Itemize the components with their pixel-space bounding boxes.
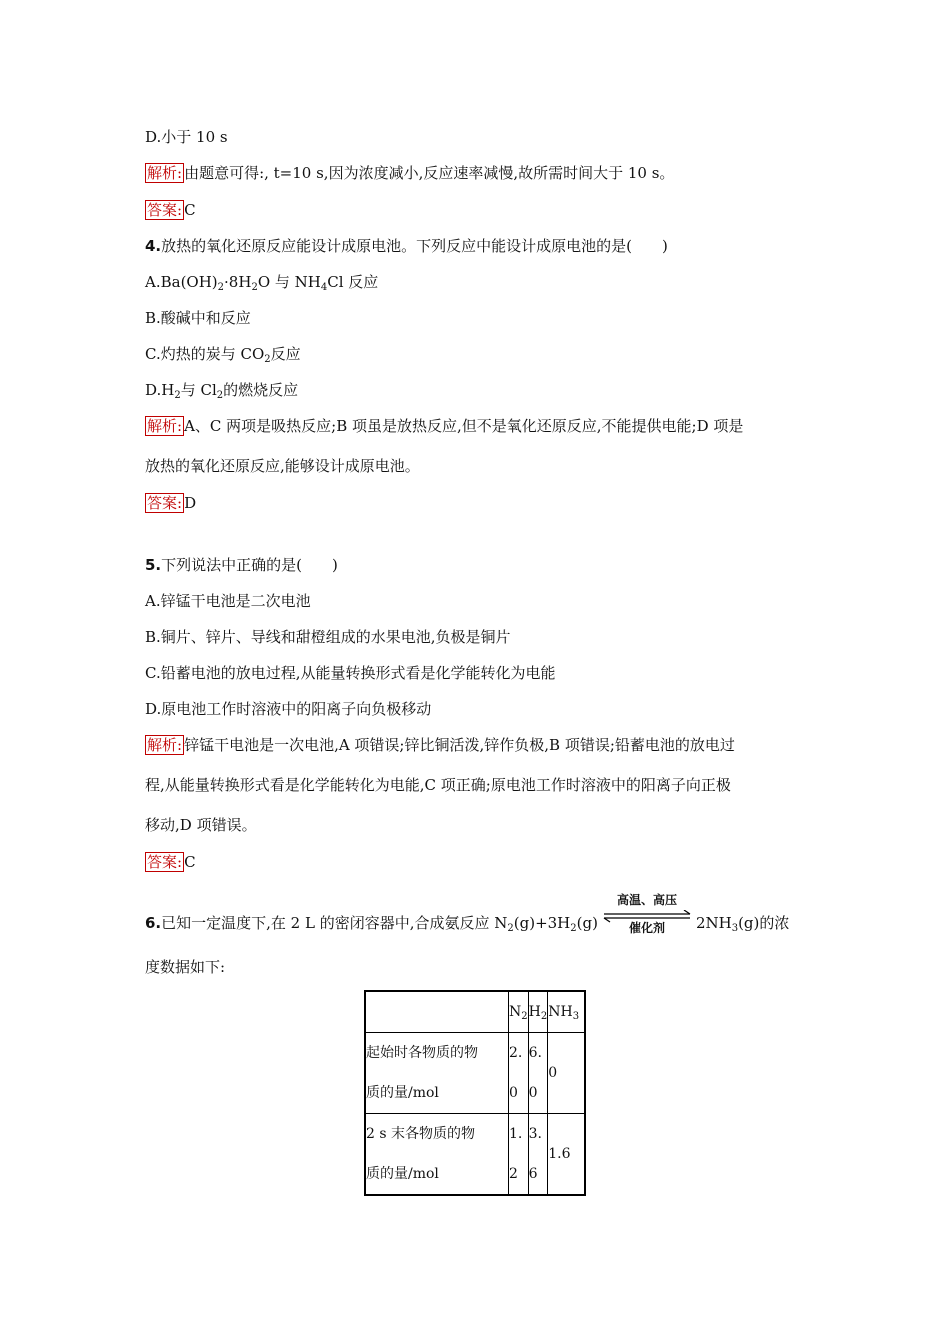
text: 反应 (270, 345, 301, 363)
q4-option-d (145, 380, 298, 400)
q4-option-c (145, 344, 301, 364)
reversible-arrow (602, 893, 692, 935)
question-number: 5. (145, 556, 162, 574)
q4-option-a (145, 272, 378, 292)
cell-h2 (528, 1114, 548, 1196)
q5-answer (145, 852, 196, 872)
question-text: 放热的氧化还原反应能设计成原电池。下列反应中能设计成原电池的是( ) (161, 237, 668, 255)
text: 已知一定温度下,在 2 L 的密闭容器中,合成氨反应 N (161, 914, 508, 932)
table-header-row (365, 991, 585, 1033)
text: H (528, 1004, 541, 1020)
cell-n2 (509, 1033, 529, 1114)
q3-option-d: D.小于 10 s (145, 128, 228, 146)
text: 质的量/mol (366, 1166, 439, 1182)
subscript: 3 (731, 923, 739, 934)
text: D.H (145, 381, 175, 399)
text: (g) (576, 914, 598, 932)
q4-stem (145, 236, 668, 256)
text: 1.6 (548, 1146, 571, 1162)
text: 0 (548, 1065, 558, 1081)
text: ·8H (224, 273, 252, 291)
q6-stem-line1 (145, 893, 790, 935)
q5-analysis-line3: 移动,D 项错误。 (145, 816, 257, 834)
text: 6 (528, 1166, 538, 1182)
q5-option-d: D.原电池工作时溶液中的阳离子向负极移动 (145, 700, 432, 718)
q3-answer (145, 200, 196, 220)
answer-tag: 答案: (147, 494, 183, 512)
q6-stem-line2: 度数据如下: (145, 958, 226, 976)
table-row (365, 1114, 585, 1196)
analysis-text: A、C 两项是吸热反应;B 项虽是放热反应,但不是氧化还原反应,不能提供电能;D 项是 (184, 417, 744, 435)
q5-option-a: A.锌锰干电池是二次电池 (145, 592, 311, 610)
q4-analysis-line1 (145, 416, 743, 436)
subscript: 2 (507, 923, 514, 934)
subscript: 2 (540, 1011, 548, 1022)
question-number: 6. (145, 914, 162, 932)
text: 2 (509, 1166, 518, 1182)
cell-nh3 (548, 1114, 586, 1196)
text: 3. (528, 1126, 542, 1142)
text: 质的量/mol (366, 1085, 439, 1101)
analysis-text: 锌锰干电池是一次电池,A 项错误;锌比铜活泼,锌作负极,B 项错误;铅蓄电池的放电过 (184, 736, 735, 754)
arrow-condition-top: 高温、高压 (616, 893, 677, 907)
subscript: 2 (521, 1011, 528, 1022)
text: 起始时各物质的物 (366, 1045, 478, 1061)
analysis-tag: 解析: (147, 164, 183, 182)
text: 1. (509, 1126, 523, 1142)
q5-stem (145, 555, 338, 575)
answer-value: C (184, 853, 196, 871)
q4-analysis-line2: 放热的氧化还原反应,能够设计成原电池。 (145, 457, 420, 475)
subscript: 2 (216, 390, 224, 401)
text: A.Ba(OH) (145, 273, 218, 291)
q4-answer (145, 493, 196, 513)
text: 与 Cl (180, 381, 217, 399)
text: 的燃烧反应 (223, 381, 299, 399)
subscript: 2 (251, 282, 258, 293)
text: 2. (509, 1045, 523, 1061)
text: N (509, 1004, 522, 1020)
answer-tag: 答案: (147, 853, 183, 871)
text: 2NH (695, 914, 732, 932)
header-nh3 (548, 991, 586, 1033)
q5-option-c: C.铅蓄电池的放电过程,从能量转换形式看是化学能转化为电能 (145, 664, 556, 682)
subscript: 2 (174, 390, 181, 401)
answer-value: C (184, 201, 196, 219)
subscript: 4 (320, 282, 328, 293)
table-row (365, 1033, 585, 1114)
arrow-condition-bottom: 催化剂 (628, 921, 665, 935)
text: Cl 反应 (327, 273, 379, 291)
header-h2 (528, 991, 548, 1033)
subscript: 3 (572, 1011, 580, 1022)
cell-nh3 (548, 1033, 586, 1114)
cell-n2 (509, 1114, 529, 1196)
answer-value: D (184, 494, 197, 512)
subscript: 2 (264, 354, 271, 365)
text: (g)+3H (513, 914, 571, 932)
q5-analysis-line1 (145, 735, 735, 755)
subscript: 2 (217, 282, 225, 293)
header-n2 (509, 991, 529, 1033)
cell-h2 (528, 1033, 548, 1114)
text: 6. (528, 1045, 542, 1061)
text: (g)的浓 (738, 914, 790, 932)
row-label (365, 1114, 509, 1196)
text: C.灼热的炭与 CO (145, 345, 265, 363)
text: 2 s 末各物质的物 (366, 1126, 475, 1142)
analysis-text: 由题意可得:, t=10 s,因为浓度减小,反应速率减慢,故所需时间大于 10 s。 (184, 164, 675, 182)
row-label (365, 1033, 509, 1114)
q3-analysis (145, 163, 674, 183)
analysis-tag: 解析: (147, 417, 183, 435)
q4-option-b: B.酸碱中和反应 (145, 309, 251, 327)
text: NH (548, 1004, 573, 1020)
header-empty-cell (365, 991, 509, 1033)
q5-option-b: B.铜片、锌片、导线和甜橙组成的水果电池,负极是铜片 (145, 628, 511, 646)
subscript: 2 (570, 923, 577, 934)
answer-tag: 答案: (147, 201, 183, 219)
concentration-table (364, 990, 586, 1196)
question-text: 下列说法中正确的是( ) (161, 556, 338, 574)
text: 0 (509, 1085, 518, 1101)
question-number: 4. (145, 237, 162, 255)
text: O 与 NH (257, 273, 321, 291)
q5-analysis-line2: 程,从能量转换形式看是化学能转化为电能,C 项正确;原电池工作时溶液中的阳离子向正极 (145, 776, 731, 794)
analysis-tag: 解析: (147, 736, 183, 754)
text: 0 (528, 1085, 538, 1101)
